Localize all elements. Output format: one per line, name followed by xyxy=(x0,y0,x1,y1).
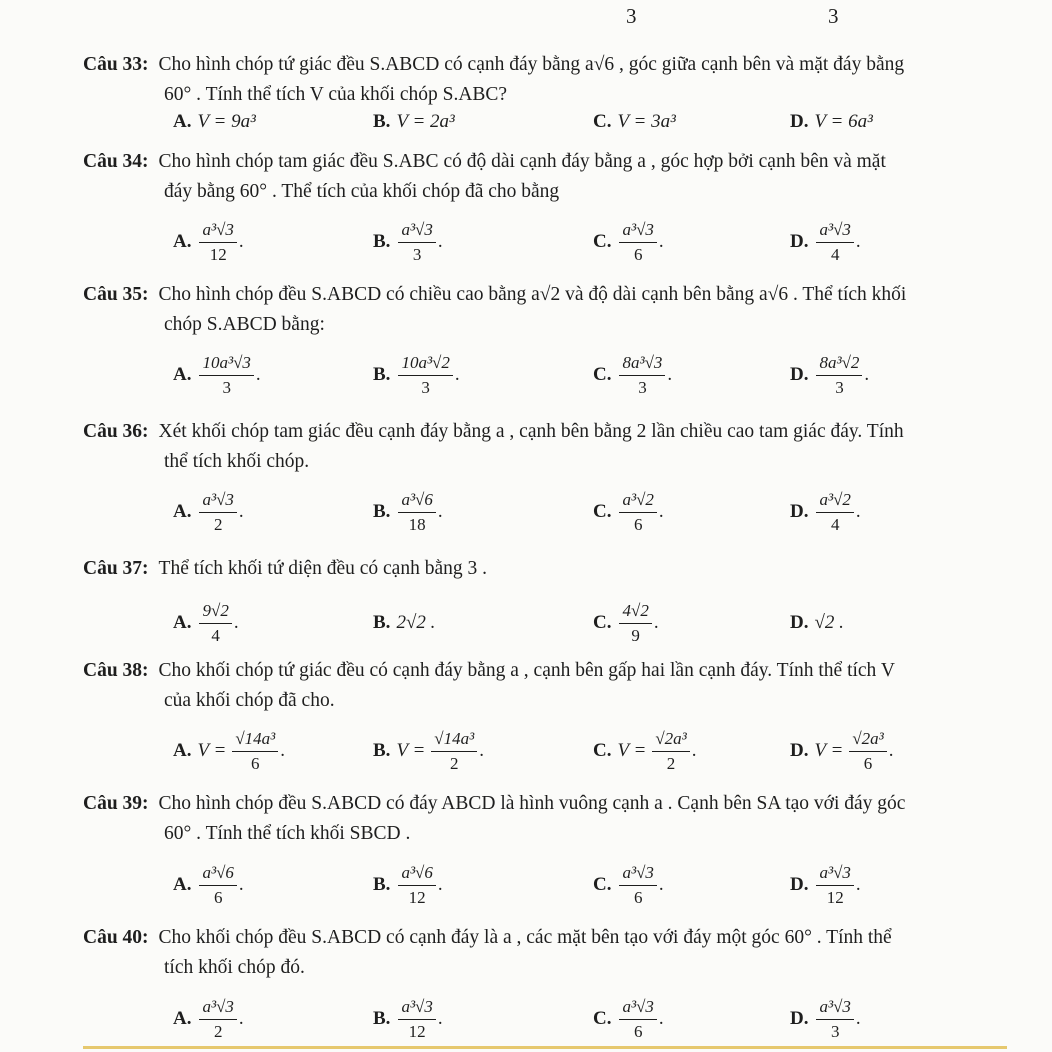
option-fraction xyxy=(431,729,477,774)
question-label: Câu 39: xyxy=(83,793,149,814)
fraction-numerator: √14a³ xyxy=(232,729,278,752)
question-stem-line xyxy=(83,554,1007,584)
option-fraction xyxy=(619,863,656,908)
option-letter: D. xyxy=(790,612,809,633)
question-text: của khối chóp đã cho. xyxy=(164,690,335,711)
option-fraction xyxy=(232,729,278,774)
question-37 xyxy=(83,554,1007,584)
answer-options xyxy=(173,726,894,776)
option-letter: B. xyxy=(373,1008,391,1029)
answer-option-a[interactable] xyxy=(173,860,244,910)
question-35 xyxy=(83,280,1007,340)
option-letter: A. xyxy=(173,740,192,761)
fraction-numerator: a³√3 xyxy=(199,220,236,243)
fraction-numerator: a³√6 xyxy=(398,490,435,513)
option-letter: A. xyxy=(173,612,192,633)
option-fraction xyxy=(199,490,236,535)
answer-options xyxy=(173,217,873,267)
option-fraction xyxy=(652,729,689,774)
answer-option-c[interactable] xyxy=(593,217,664,267)
question-text: chóp S.ABCD bằng: xyxy=(164,314,325,335)
answer-option-c[interactable] xyxy=(593,994,664,1044)
fraction-numerator: √14a³ xyxy=(431,729,477,752)
option-period: . xyxy=(658,501,664,522)
answer-options xyxy=(173,487,873,537)
fraction-numerator: a³√3 xyxy=(398,997,435,1020)
fraction-numerator: a³√2 xyxy=(619,490,656,513)
fraction-numerator: 10a³√3 xyxy=(199,353,253,376)
option-letter: A. xyxy=(173,874,192,895)
question-text: Cho hình chóp đều S.ABCD có đáy ABCD là hình vuông cạnh a . Cạnh bên SA tạo với đáy góc xyxy=(158,793,906,814)
question-text: thể tích khối chóp. xyxy=(164,451,310,472)
fraction-denominator: 12 xyxy=(408,887,426,907)
fraction-denominator: 2 xyxy=(450,753,459,773)
answer-option-d[interactable] xyxy=(790,97,873,147)
answer-option-a[interactable] xyxy=(173,726,285,776)
question-stem-line xyxy=(83,417,1007,447)
option-expression: V = 6a³ xyxy=(814,111,873,132)
option-period: . xyxy=(479,740,484,761)
option-fraction xyxy=(816,220,853,265)
answer-option-c[interactable] xyxy=(593,726,697,776)
answer-option-a[interactable] xyxy=(173,217,244,267)
option-letter: D. xyxy=(790,740,809,761)
option-fraction xyxy=(619,220,656,265)
option-period: . xyxy=(437,501,443,522)
answer-option-a[interactable] xyxy=(173,97,256,147)
option-period: . xyxy=(658,231,664,252)
question-stem-line xyxy=(83,177,1007,207)
question-text: tích khối chóp đó. xyxy=(164,957,305,978)
fraction-denominator: 6 xyxy=(251,753,260,773)
option-fraction xyxy=(398,353,452,398)
question-label: Câu 40: xyxy=(83,927,149,948)
fraction-numerator: a³√6 xyxy=(398,863,435,886)
option-period: . xyxy=(888,740,894,761)
question-text: Cho hình chóp tứ giác đều S.ABCD có cạnh đáy bằng a√6 , góc giữa cạnh bên và mặt đáy bằng xyxy=(158,54,905,75)
question-label: Câu 33: xyxy=(83,54,149,75)
option-fraction xyxy=(199,353,253,398)
answer-option-b[interactable] xyxy=(373,860,443,910)
option-fraction xyxy=(398,863,435,908)
option-expression: V = 9a³ xyxy=(197,111,256,132)
fraction-numerator: 9√2 xyxy=(199,601,231,624)
fraction-numerator: 8a³√3 xyxy=(619,353,665,376)
answer-option-c[interactable] xyxy=(593,598,659,648)
fraction-denominator: 18 xyxy=(408,514,426,534)
option-letter: A. xyxy=(173,231,192,252)
answer-option-d[interactable] xyxy=(790,487,861,537)
option-period: . xyxy=(437,1008,443,1029)
fraction-numerator: √2a³ xyxy=(849,729,886,752)
option-letter: D. xyxy=(790,1008,809,1029)
fraction-denominator: 6 xyxy=(633,887,643,907)
option-period: . xyxy=(454,364,460,385)
answer-option-a[interactable] xyxy=(173,350,261,400)
question-38 xyxy=(83,656,1007,716)
fraction-denominator: 2 xyxy=(213,1021,223,1041)
question-label: Câu 38: xyxy=(83,660,149,681)
answer-option-d[interactable] xyxy=(790,350,869,400)
question-text: Cho hình chóp tam giác đều S.ABC có độ dài cạnh đáy bằng a , góc hợp bởi cạnh bên và mặt xyxy=(158,151,886,172)
answer-option-b[interactable] xyxy=(373,97,455,147)
option-letter: D. xyxy=(790,501,809,522)
option-letter: C. xyxy=(593,1008,612,1029)
option-period: . xyxy=(855,501,861,522)
answer-options xyxy=(173,860,873,910)
fraction-numerator: 8a³√2 xyxy=(816,353,862,376)
option-expression: 2√2 . xyxy=(396,612,436,633)
option-fraction xyxy=(816,490,853,535)
fraction-denominator: 12 xyxy=(408,1021,426,1041)
answer-option-c[interactable] xyxy=(593,860,664,910)
fraction-numerator: a³√3 xyxy=(199,490,236,513)
fraction-denominator: 6 xyxy=(633,514,643,534)
option-period: . xyxy=(691,740,697,761)
answer-option-b[interactable] xyxy=(373,726,484,776)
answer-option-c[interactable] xyxy=(593,97,676,147)
option-fraction xyxy=(619,997,656,1042)
option-expression: V = 2a³ xyxy=(396,111,455,132)
option-letter: C. xyxy=(593,740,612,761)
option-period: . xyxy=(280,740,286,761)
fraction-numerator: a³√3 xyxy=(619,997,656,1020)
answer-options xyxy=(173,994,873,1044)
option-period: . xyxy=(437,231,443,252)
answer-options xyxy=(173,350,873,400)
fraction-denominator: 6 xyxy=(633,1021,643,1041)
option-fraction xyxy=(398,490,435,535)
fraction-denominator: 3 xyxy=(830,1021,840,1041)
question-text: đáy bằng 60° . Thể tích của khối chóp đã cho bằng xyxy=(164,181,560,202)
fraction-numerator: a³√3 xyxy=(619,220,656,243)
top-fragment-2: 3 xyxy=(828,4,839,28)
fraction-denominator: 6 xyxy=(863,753,873,773)
option-prefix: V = xyxy=(617,740,647,761)
bottom-divider xyxy=(83,1046,1007,1049)
option-period: . xyxy=(855,1008,861,1029)
option-fraction xyxy=(619,353,665,398)
option-expression: √2 . xyxy=(814,612,844,633)
option-letter: C. xyxy=(593,231,612,252)
fraction-denominator: 3 xyxy=(638,377,647,397)
option-letter: C. xyxy=(593,364,612,385)
question-stem-line xyxy=(83,310,1007,340)
answer-option-d[interactable] xyxy=(790,598,844,648)
option-letter: C. xyxy=(593,874,612,895)
question-stem-line xyxy=(83,819,1007,849)
fraction-numerator: a³√3 xyxy=(619,863,656,886)
option-period: . xyxy=(864,364,870,385)
fraction-denominator: 6 xyxy=(213,887,223,907)
option-fraction xyxy=(398,220,435,265)
question-stem-line xyxy=(83,686,1007,716)
question-text: Thể tích khối tứ diện đều có cạnh bằng 3 . xyxy=(158,558,487,579)
answer-option-a[interactable] xyxy=(173,598,239,648)
question-40 xyxy=(83,923,1007,983)
fraction-denominator: 3 xyxy=(421,377,430,397)
fraction-numerator: a³√3 xyxy=(199,997,236,1020)
option-prefix: V = xyxy=(814,740,844,761)
option-period: . xyxy=(653,612,659,633)
option-period: . xyxy=(437,874,443,895)
fraction-numerator: √2a³ xyxy=(652,729,689,752)
fraction-denominator: 4 xyxy=(830,514,840,534)
answer-option-b[interactable] xyxy=(373,487,443,537)
option-period: . xyxy=(855,231,861,252)
top-fragment-1: 3 xyxy=(626,4,637,28)
fraction-denominator: 2 xyxy=(666,753,676,773)
answer-option-a[interactable] xyxy=(173,994,244,1044)
fraction-denominator: 3 xyxy=(222,377,231,397)
fraction-numerator: a³√2 xyxy=(816,490,853,513)
answer-option-d[interactable] xyxy=(790,726,894,776)
fraction-denominator: 12 xyxy=(209,244,227,264)
option-letter: B. xyxy=(373,231,391,252)
question-stem-line xyxy=(83,147,1007,177)
answer-option-b[interactable] xyxy=(373,598,435,648)
option-letter: D. xyxy=(790,874,809,895)
question-label: Câu 35: xyxy=(83,284,149,305)
question-label: Câu 37: xyxy=(83,558,149,579)
option-period: . xyxy=(238,231,244,252)
option-fraction xyxy=(816,863,853,908)
answer-option-d[interactable] xyxy=(790,994,861,1044)
option-letter: A. xyxy=(173,364,192,385)
answer-option-b[interactable] xyxy=(373,994,443,1044)
answer-option-b[interactable] xyxy=(373,350,460,400)
fraction-denominator: 3 xyxy=(835,377,844,397)
option-letter: A. xyxy=(173,111,192,132)
option-fraction xyxy=(398,997,435,1042)
fraction-numerator: a³√6 xyxy=(199,863,236,886)
option-fraction xyxy=(619,490,656,535)
fraction-denominator: 4 xyxy=(211,625,220,645)
option-period: . xyxy=(238,1008,244,1029)
question-text: Xét khối chóp tam giác đều cạnh đáy bằng a , cạnh bên bằng 2 lần chiều cao tam giác đáy. Tính xyxy=(158,421,904,442)
fraction-denominator: 4 xyxy=(830,244,840,264)
fraction-numerator: 10a³√2 xyxy=(398,353,452,376)
option-fraction xyxy=(199,863,236,908)
option-letter: B. xyxy=(373,612,391,633)
question-text: 60° . Tính thể tích khối SBCD . xyxy=(164,823,411,844)
fraction-denominator: 9 xyxy=(631,625,640,645)
option-letter: C. xyxy=(593,501,612,522)
fraction-denominator: 2 xyxy=(213,514,223,534)
question-text: Cho khối chóp đều S.ABCD có cạnh đáy là a , các mặt bên tạo với đáy một góc 60° . Tính thể xyxy=(158,927,892,948)
question-36 xyxy=(83,417,1007,477)
question-text: Cho khối chóp tứ giác đều có cạnh đáy bằng a , cạnh bên gấp hai lần cạnh đáy. Tính thể tích V xyxy=(158,660,895,681)
option-letter: B. xyxy=(373,111,391,132)
question-text: 60° . Tính thể tích V của khối chóp S.ABC? xyxy=(164,84,508,105)
option-fraction xyxy=(199,601,231,646)
question-stem-line xyxy=(83,447,1007,477)
fraction-numerator: a³√3 xyxy=(816,997,853,1020)
answer-options xyxy=(173,97,873,147)
option-letter: B. xyxy=(373,740,391,761)
option-letter: D. xyxy=(790,231,809,252)
option-fraction xyxy=(816,997,853,1042)
option-period: . xyxy=(667,364,673,385)
fraction-denominator: 3 xyxy=(412,244,422,264)
fraction-numerator: 4√2 xyxy=(619,601,651,624)
option-fraction xyxy=(619,601,651,646)
fraction-numerator: a³√3 xyxy=(398,220,435,243)
option-period: . xyxy=(855,874,861,895)
question-label: Câu 34: xyxy=(83,151,149,172)
question-stem-line xyxy=(83,50,1007,80)
option-fraction xyxy=(849,729,886,774)
answer-option-c[interactable] xyxy=(593,487,664,537)
question-stem-line xyxy=(83,953,1007,983)
answer-option-a[interactable] xyxy=(173,487,244,537)
option-period: . xyxy=(238,501,244,522)
option-letter: B. xyxy=(373,364,391,385)
option-letter: D. xyxy=(790,364,809,385)
option-letter: A. xyxy=(173,501,192,522)
answer-options xyxy=(173,598,873,648)
option-letter: D. xyxy=(790,111,809,132)
option-period: . xyxy=(233,612,239,633)
question-stem-line xyxy=(83,923,1007,953)
answer-option-d[interactable] xyxy=(790,860,861,910)
option-period: . xyxy=(658,1008,664,1029)
option-letter: B. xyxy=(373,501,391,522)
question-39 xyxy=(83,789,1007,849)
fraction-numerator: a³√3 xyxy=(816,220,853,243)
question-stem-line xyxy=(83,656,1007,686)
question-text: Cho hình chóp đều S.ABCD có chiều cao bằng a√2 và độ dài cạnh bên bằng a√6 . Thể tích khối xyxy=(158,284,907,305)
option-period: . xyxy=(255,364,261,385)
option-prefix: V = xyxy=(197,740,227,761)
option-expression: V = 3a³ xyxy=(617,111,676,132)
fraction-denominator: 12 xyxy=(826,887,844,907)
option-letter: A. xyxy=(173,1008,192,1029)
option-letter: C. xyxy=(593,612,612,633)
answer-option-b[interactable] xyxy=(373,217,443,267)
question-34 xyxy=(83,147,1007,207)
fraction-numerator: a³√3 xyxy=(816,863,853,886)
fraction-denominator: 6 xyxy=(633,244,643,264)
answer-option-c[interactable] xyxy=(593,350,672,400)
answer-option-d[interactable] xyxy=(790,217,861,267)
option-period: . xyxy=(658,874,664,895)
option-letter: B. xyxy=(373,874,391,895)
option-fraction xyxy=(816,353,862,398)
question-stem-line xyxy=(83,280,1007,310)
option-letter: C. xyxy=(593,111,612,132)
option-prefix: V = xyxy=(396,740,426,761)
option-fraction xyxy=(199,220,236,265)
option-fraction xyxy=(199,997,236,1042)
option-period: . xyxy=(238,874,244,895)
question-stem-line xyxy=(83,789,1007,819)
question-label: Câu 36: xyxy=(83,421,149,442)
